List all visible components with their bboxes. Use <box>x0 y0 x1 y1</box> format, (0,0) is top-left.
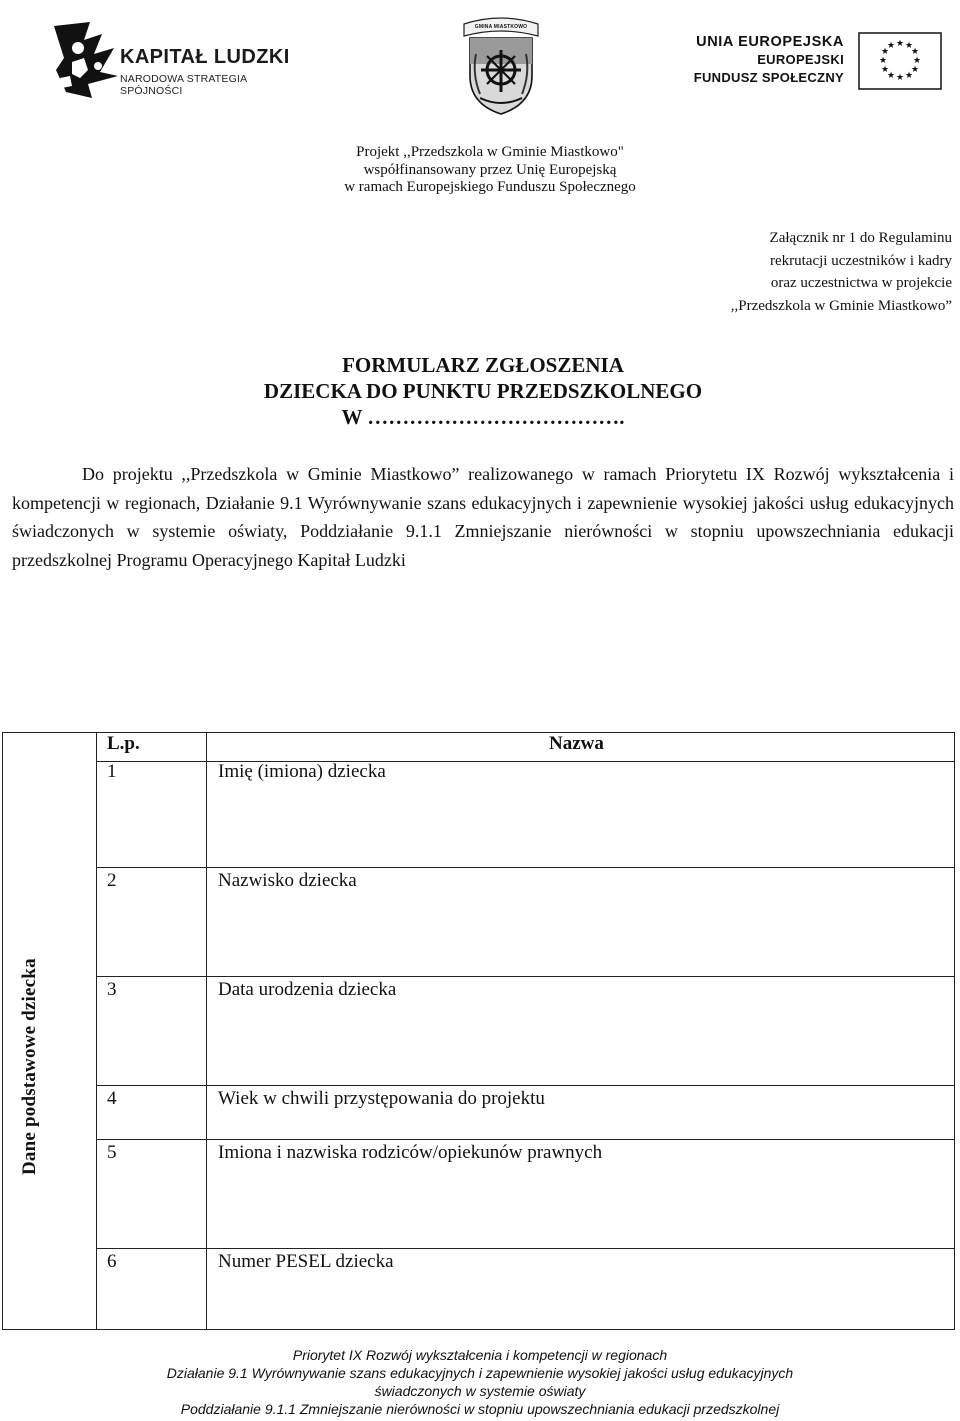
project-line-3: w ramach Europejskiego Funduszu Społecznego <box>344 179 636 195</box>
svg-text:★: ★ <box>910 65 920 75</box>
project-line-1: Projekt ,,Przedszkola w Gminie Miastkowo" <box>356 144 624 160</box>
svg-text:★: ★ <box>880 47 890 57</box>
field-label-age: Wiek w chwili przystępowania do projektu <box>218 1088 545 1109</box>
form-title-line-3: W ………………………………. <box>341 405 625 429</box>
svg-text:★: ★ <box>904 71 914 81</box>
svg-text:★: ★ <box>886 71 896 81</box>
table-row-rule-4 <box>96 1139 954 1140</box>
table-row-rule-3 <box>96 1085 954 1086</box>
child-data-table <box>2 732 955 1330</box>
footer-line-2: Działanie 9.1 Wyrównywanie szans edukacyjnych i zapewnienie wysokiej jakości usług edukacyjnych <box>166 1365 794 1381</box>
annex-line-2: rekrutacji uczestników i kadry <box>769 252 952 269</box>
table-row-number: 5 <box>107 1142 117 1163</box>
field-label-parents-names: Imiona i nazwiska rodziców/opiekunów prawnych <box>218 1142 603 1163</box>
form-title <box>0 352 960 430</box>
table-divider-side <box>96 733 97 1329</box>
annex-line-1: Załącznik nr 1 do Regulaminu <box>769 230 952 246</box>
table-row-rule-1 <box>96 867 954 868</box>
annex-reference <box>532 227 952 317</box>
field-label-child-first-name: Imię (imiona) dziecka <box>218 761 386 782</box>
table-divider-lp <box>206 733 207 1329</box>
svg-text:★: ★ <box>886 41 896 51</box>
svg-text:★: ★ <box>910 47 920 57</box>
annex-line-3: oraz uczestnictwa w projekcie <box>770 275 952 291</box>
annex-line-4: ,,Przedszkola w Gminie Miastkowo” <box>730 297 952 314</box>
eu-flag-icon <box>858 32 942 90</box>
footer-line-4: Poddziałanie 9.1.1 Zmniejszanie nierówności w stopniu upowszechniania edukacji przedszkolnej <box>180 1401 780 1417</box>
project-line-2: współfinansowany przez Unię Europejską <box>363 161 617 178</box>
svg-text:★: ★ <box>878 56 888 66</box>
kapital-ludzki-subtitle: NARODOWA STRATEGIA SPÓJNOŚCI <box>120 73 247 97</box>
gmina-crest <box>458 14 544 118</box>
footer-line-1: Priorytet IX Rozwój wykształcenia i kompetencji w regionach <box>292 1347 668 1363</box>
table-row-number: 2 <box>107 870 117 891</box>
section-label-side: Dane podstawowe dziecka <box>19 958 40 1175</box>
page-footer <box>0 1346 960 1418</box>
eu-line-2: EUROPEJSKI <box>757 52 844 67</box>
svg-text:★: ★ <box>895 39 905 49</box>
field-label-pesel: Numer PESEL dziecka <box>218 1251 394 1272</box>
table-row-rule-2 <box>96 976 954 977</box>
gmina-crest-banner: GMINA MIASTKOWO <box>474 24 528 30</box>
column-header-name: Nazwa <box>549 733 604 754</box>
intro-paragraph: Do projektu ,,Przedszkola w Gminie Miastkowo” realizowanego w ramach Priorytetu IX Rozwój wykształcenia i kompetencji w regionach, Działanie 9.1 Wyrównywanie szans edukacyjnych i zapewnienie wysokiej jakości usług edukacyjnych świadczonych w systemie oświaty, Poddziałanie 9.1.1 Zmniejszanie nierówności w stopniu upowszechniania edukacji przedszkolnej Programu Operacyjnego Kapitał Ludzki <box>12 464 954 570</box>
table-row-number: 1 <box>107 761 117 782</box>
field-label-child-surname: Nazwisko dziecka <box>218 870 357 891</box>
table-row-number: 4 <box>107 1088 117 1109</box>
kapital-ludzki-logo <box>44 18 304 102</box>
svg-text:★: ★ <box>912 56 922 66</box>
kapital-ludzki-emblem-icon <box>44 18 128 102</box>
project-info <box>300 144 680 197</box>
form-title-line-2: DZIECKA DO PUNKTU PRZEDSZKOLNEGO <box>263 379 703 403</box>
form-title-line-1: FORMULARZ ZGŁOSZENIA <box>342 353 624 377</box>
svg-text:★: ★ <box>904 41 914 51</box>
eu-line-1: UNIA EUROPEJSKA <box>696 34 844 50</box>
eu-line-3: FUNDUSZ SPOŁECZNY <box>693 70 844 85</box>
svg-text:★: ★ <box>895 73 905 83</box>
footer-line-3: świadczonych w systemie oświaty <box>374 1383 586 1399</box>
svg-text:★: ★ <box>880 65 890 75</box>
table-row-rule-5 <box>96 1248 954 1249</box>
column-header-lp: L.p. <box>107 733 140 754</box>
kapital-ludzki-title: KAPITAŁ LUDZKI <box>120 46 290 68</box>
table-row-number: 3 <box>107 979 117 1000</box>
eu-efs-logo <box>690 30 944 92</box>
table-row-number: 6 <box>107 1251 117 1272</box>
field-label-birth-date: Data urodzenia dziecka <box>218 979 397 1000</box>
